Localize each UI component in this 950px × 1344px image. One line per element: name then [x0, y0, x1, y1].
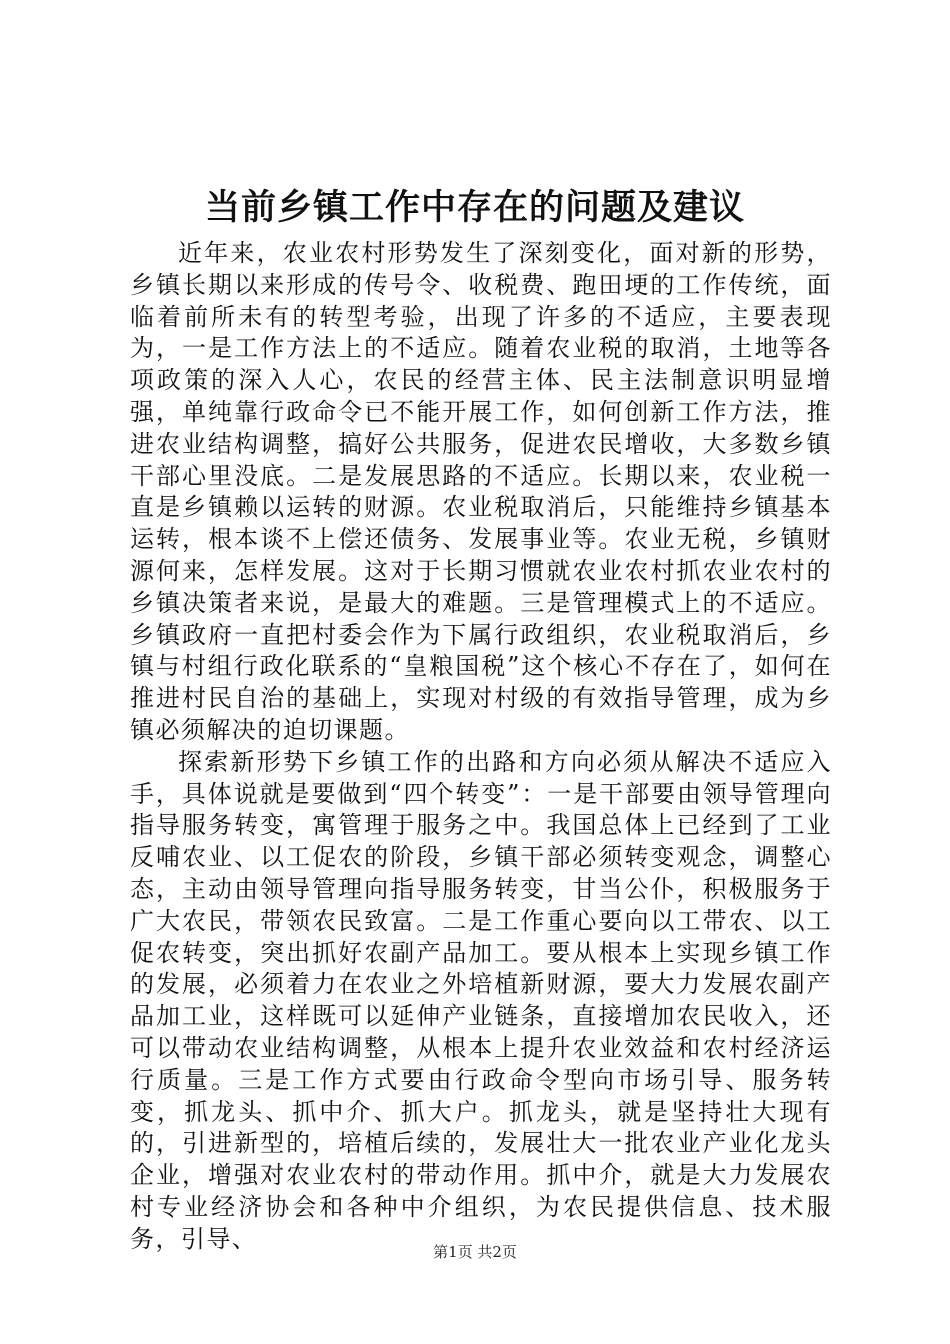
- page-footer: 第1页 共2页: [433, 1243, 517, 1261]
- paragraph-1: 近年来，农业农村形势发生了深刻变化，面对新的形势，乡镇长期以来形成的传号令、收税费、跑田埂的工作传统，面临着前所未有的转型考验，出现了许多的不适应，主要表现为，一是工作方法上的不适应。随着农业税的取消，土地等各项政策的深入人心，农民的经营主体、民主法制意识明显增强，单纯靠行政命令已不能开展工作，如何创新工作方法，推进农业结构调整，搞好公共服务，促进农民增收，大多数乡镇干部心里没底。二是发展思路的不适应。长期以来，农业税一直是乡镇赖以运转的财源。农业税取消后，只能维持乡镇基本运转，根本谈不上偿还债务、发展事业等。农业无税，乡镇财源何来，怎样发展。这对于长期习惯就农业农村抓农业农村的乡镇决策者来说，是最大的难题。三是管理模式上的不适应。乡镇政府一直把村委会作为下属行政组织，农业税取消后，乡镇与村组行政化联系的“皇粮国税”这个核心不存在了，如何在推进村民自治的基础上，实现对村级的有效指导管理，成为乡镇必须解决的迫切课题。: [130, 239, 832, 744]
- paragraph-2: 探索新形势下乡镇工作的出路和方向必须从解决不适应入手，具体说就是要做到“四个转变”：一是干部要由领导管理向指导服务转变，寓管理于服务之中。我国总体上已经到了工业反哺农业、以工促农的阶段，乡镇干部必须转变观念，调整心态，主动由领导管理向指导服务转变，甘当公仆，积极服务于广大农民，带领农民致富。二是工作重心要向以工带农、以工促农转变，突出抓好农副产品加工。要从根本上实现乡镇工作的发展，必须着力在农业之外培植新财源，要大力发展农副产品加工业，这样既可以延伸产业链条，直接增加农民收入，还可以带动农业结构调整，从根本上提升农业效益和农村经济运行质量。三是工作方式要由行政命令型向市场引导、服务转变，抓龙头、抓中介、抓大户。抓龙头，就是坚持壮大现有的，引进新型的，培植后续的，发展壮大一批农业产业化龙头企业，增强对农业农村的带动作用。抓中介，就是大力发展农村专业经济协会和各种中介组织，为农民提供信息、技术服务，引导、: [130, 747, 832, 1253]
- document-body: [130, 238, 832, 1256]
- document-title: 当前乡镇工作中存在的问题及建议: [204, 187, 745, 228]
